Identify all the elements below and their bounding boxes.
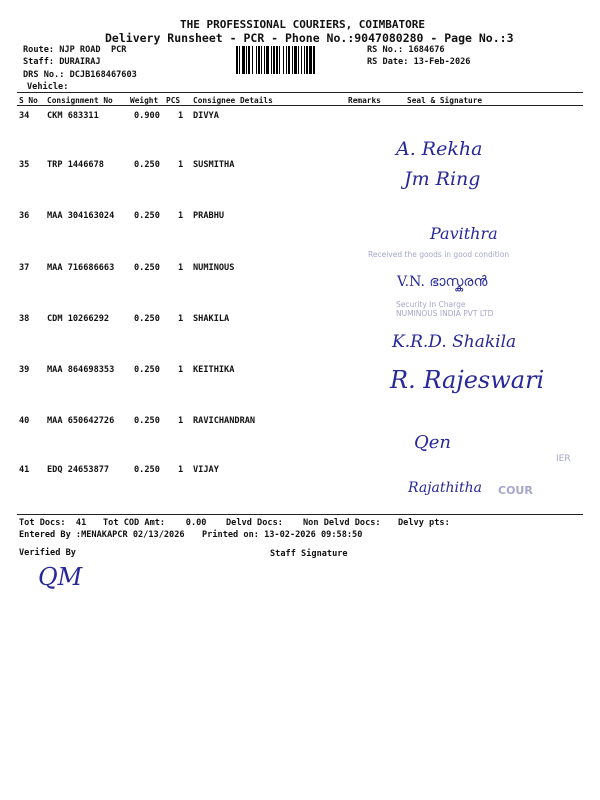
row-pcs: 1 [178,160,184,170]
signature-susmitha: Jm Ring [404,168,481,190]
delivery-points: Delvy pts: [398,518,450,528]
row-weight: 0.250 [134,160,160,170]
non-delivered-docs: Non Delvd Docs: [303,518,381,528]
row-weight: 0.250 [134,211,160,221]
staff-signature-label: Staff Signature [270,549,348,559]
row-sno: 39 [19,365,30,375]
row-weight: 0.250 [134,263,160,273]
signature-keithika: R. Rajeswari [390,366,545,394]
stamp-company: NUMINOUS INDIA PVT LTD [396,309,494,318]
barcode-bar [279,46,280,74]
barcode-bar [248,46,250,74]
stamp-side-mark: IER [556,454,571,464]
runsheet-subtitle: Delivery Runsheet - PCR - Phone No.:9047080280 - Page No.:3 [105,31,514,45]
printed-on: Printed on: 13-02-2026 09:58:50 [202,530,363,540]
barcode [236,46,362,74]
signature-numinous: V.N. ഭാസ്കരൻ [397,274,488,290]
barcode-bar [286,46,287,74]
row-sno: 36 [19,211,30,221]
row-consignment-no: TRP 1446678 [47,160,104,170]
rs-number: RS No.: 1684676 [367,45,445,55]
verifier-signature: QM [38,563,83,591]
barcode-bar [292,46,293,74]
company-title: THE PROFESSIONAL COURIERS, COIMBATORE [180,18,426,31]
row-pcs: 1 [178,365,184,375]
barcode-bar [252,46,253,74]
row-consignment-no: MAA 716686663 [47,263,115,273]
drs-number: DRS No.: DCJB168467603 [23,70,137,80]
row-pcs: 1 [178,111,184,121]
col-consignee-header: Consignee Details [193,96,273,105]
barcode-bar [264,46,265,74]
signature-ravichandran: Qen [414,432,452,453]
row-weight: 0.250 [134,314,160,324]
barcode-bar [288,46,290,74]
barcode-bar [246,46,247,74]
row-consignee: KEITHIKA [193,365,235,375]
barcode-bar [239,46,240,74]
barcode-bar [283,46,284,74]
barcode-bar [242,46,245,74]
row-consignment-no: CDM 10266292 [47,314,110,324]
row-consignment-no: MAA 304163024 [47,211,115,221]
signature-pavithra: Pavithra [430,224,498,243]
row-weight: 0.250 [134,365,160,375]
barcode-bar [304,46,305,74]
barcode-bar [301,46,302,74]
delivered-docs: Delvd Docs: [226,518,283,528]
signature-vijay: Rajathitha [408,480,483,496]
entered-by: Entered By :MENAKAPCR 02/13/2026 [19,530,185,540]
row-sno: 41 [19,465,30,475]
row-pcs: 1 [178,314,184,324]
stamp-security: Security In Charge [396,300,466,309]
vehicle-info: Vehicle: [27,82,69,92]
rs-date: RS Date: 13-Feb-2026 [367,57,471,67]
row-consignment-no: CKM 683311 [47,111,99,121]
barcode-bar [298,46,299,74]
row-consignee: DIVYA [193,111,219,121]
route-info: Route: NJP ROAD PCR [23,45,127,55]
row-sno: 34 [19,111,30,121]
verified-by-label: Verified By [19,548,76,558]
footer-rule [17,514,583,515]
row-consignee: SUSMITHA [193,160,235,170]
barcode-bar [273,46,275,74]
col-seal-header: Seal & Signature [407,96,483,105]
header-top-rule [17,92,583,93]
row-pcs: 1 [178,211,184,221]
row-pcs: 1 [178,465,184,475]
row-pcs: 1 [178,416,184,426]
row-consignee: VIJAY [193,465,219,475]
col-consignment-header: Consignment No [47,96,113,105]
stamp-courier: COUR [498,484,533,497]
barcode-bar [271,46,272,74]
row-consignment-no: MAA 864698353 [47,365,115,375]
barcode-bar [309,46,312,74]
col-pcs-header: PCS [166,96,181,105]
row-consignee: RAVICHANDRAN [193,416,256,426]
barcode-bar [294,46,297,74]
barcode-bar [236,46,238,74]
row-consignee: PRABHU [193,211,225,221]
signature-rekha: A. Rekha [396,138,483,160]
barcode-bar [266,46,269,74]
header-bottom-rule [17,105,583,106]
stamp-received-line: Received the goods in good condition [368,250,510,259]
col-weight-header: Weight [130,96,159,105]
row-sno: 37 [19,263,30,273]
row-consignment-no: MAA 650642726 [47,416,115,426]
row-sno: 40 [19,416,30,426]
col-sno-header: S No [19,96,38,105]
row-consignee: NUMINOUS [193,263,235,273]
row-consignment-no: EDQ 24653877 [47,465,110,475]
staff-info: Staff: DURAIRAJ [23,57,101,67]
row-pcs: 1 [178,263,184,273]
total-docs: Tot Docs: 41 [19,518,87,528]
total-cod-amount: Tot COD Amt: 0.00 [103,518,207,528]
row-weight: 0.900 [134,111,160,121]
row-sno: 38 [19,314,30,324]
barcode-bar [276,46,278,74]
signature-shakila: K.R.D. Shakila [392,332,517,352]
row-consignee: SHAKILA [193,314,230,324]
barcode-bar [256,46,257,74]
barcode-bar [313,46,315,74]
row-weight: 0.250 [134,465,160,475]
row-weight: 0.250 [134,416,160,426]
row-sno: 35 [19,160,30,170]
col-remarks-header: Remarks [348,96,381,105]
barcode-bar [306,46,308,74]
barcode-bar [261,46,262,74]
barcode-bar [258,46,260,74]
